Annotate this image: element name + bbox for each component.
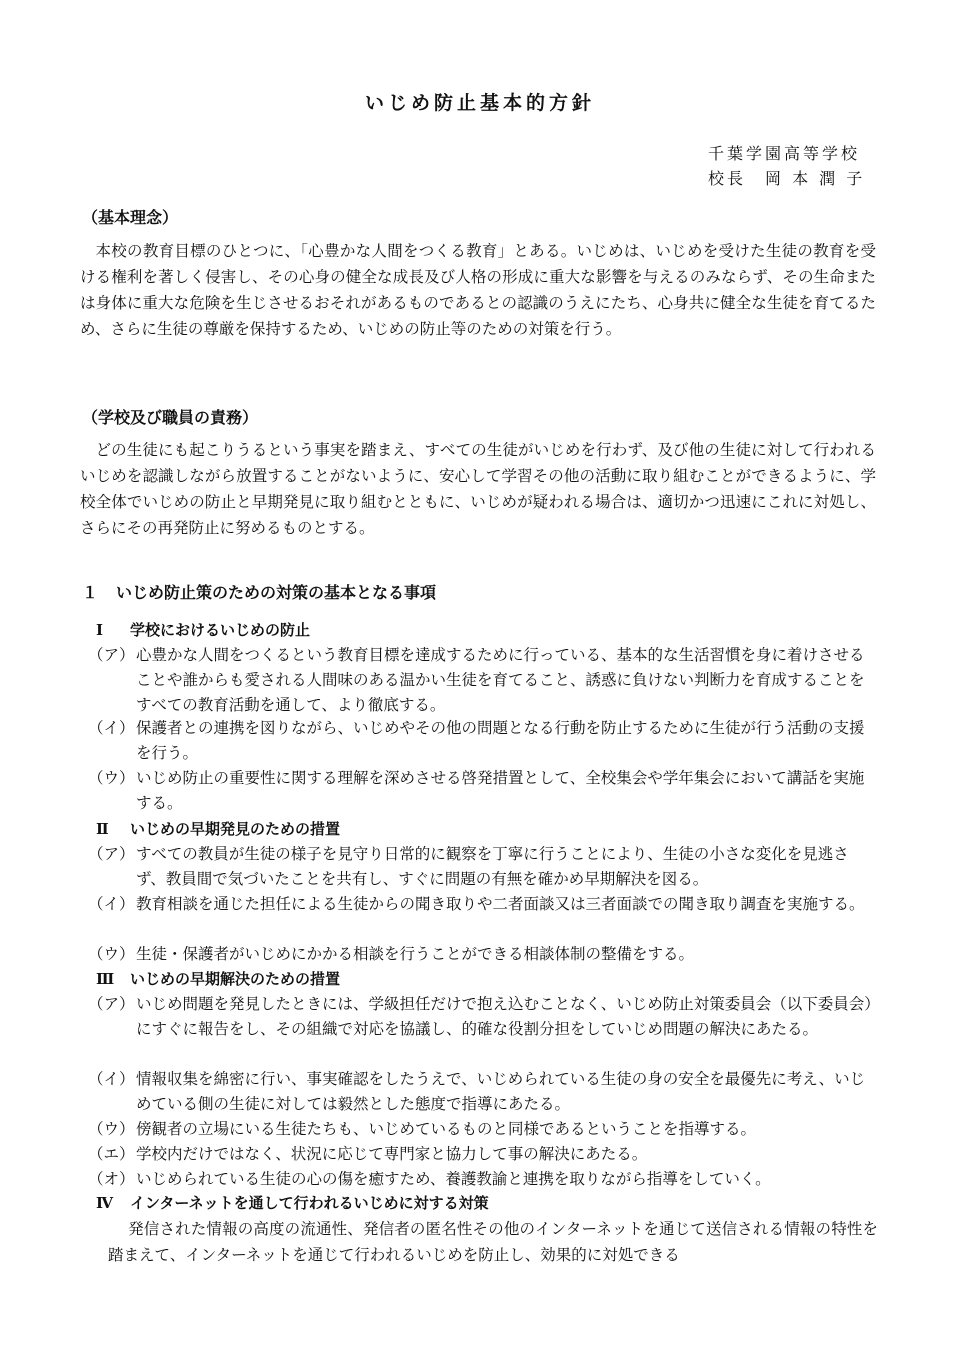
item-text: 心豊かな人間をつくるという教育目標を達成するために行っている、基本的な生活習慣を身に着けさせることや誰からも愛される人間味のある温かい生徒を育てること、誘惑に負けない判断力を育成することをすべての教育活動を通して、より徹底する。 (136, 646, 865, 714)
school-name: 千葉学園高等学校 (708, 144, 861, 163)
item-text: いじめ問題を発見したときには、学級担任だけで抱え込むことなく、いじめ防止対策委員会（以下委員会）にすぐに報告をし、その組織で対応を協議し、的確な役割分担をしていじめ問題の解決にあたる。 (136, 995, 872, 1038)
subsection-numeral: Ⅲ (96, 970, 115, 988)
item-text: 生徒・保護者がいじめにかかる相談を行うことができる相談体制の整備をする。 (136, 945, 695, 963)
item-text: すべての教員が生徒の様子を見守り日常的に観察を丁寧に行うことにより、生徒の小さな変化を見逃さず、教員間で気づいたことを共有し、すぐに問題の有無を確かめ早期解決を図る。 (136, 845, 849, 888)
item-marker: （ア） (88, 845, 135, 863)
subsection-1-heading (96, 619, 310, 640)
basic-philosophy-heading: （基本理念） (82, 208, 179, 227)
duty-heading: （学校及び職員の責務） (82, 408, 259, 427)
item-marker: （ウ） (88, 769, 135, 787)
section-1-heading (82, 580, 436, 603)
item-marker: （ア） (88, 646, 135, 664)
item-text: 保護者との連携を図りながら、いじめやその他の問題となる行動を防止するために生徒が行う活動の支援を行う。 (136, 719, 865, 762)
list-item (88, 992, 878, 1042)
principal-name: 校長 岡 本 潤 子 (708, 169, 866, 188)
item-marker: （オ） (88, 1170, 135, 1188)
list-item (88, 842, 878, 892)
duty-text: どの生徒にも起こりうるという事実を踏まえ、すべての生徒がいじめを行わず、及び他の生徒に対して行われるいじめを認識しながら放置することがないように、安心して学習その他の活動に取り組むことができるように、学校全体でいじめの防止と早期発見に取り組むとともに、いじめが疑われる場合は、適切かつ迅速にこれに対処し、さらにその再発防止に努めるものとする。 (80, 441, 876, 537)
list-item (88, 892, 878, 917)
subsection-numeral: Ⅰ (96, 621, 104, 639)
item-marker: （エ） (88, 1145, 135, 1163)
item-marker: （イ） (88, 719, 135, 737)
subsection-4-text: 発信された情報の高度の流通性、発信者の匿名性その他のインターネットを通じて送信される情報の特性を踏まえて、インターネットを通じて行われるいじめを防止し、効果的に対処できる (108, 1220, 878, 1264)
item-text: いじめ防止の重要性に関する理解を深めさせる啓発措置として、全校集会や学年集会において講話を実施する。 (136, 769, 865, 812)
item-text: 学校内だけではなく、状況に応じて専門家と協力して事の解決にあたる。 (136, 1145, 648, 1163)
subsection-numeral: Ⅳ (96, 1194, 114, 1212)
list-item (88, 1167, 878, 1192)
item-marker: （ウ） (88, 945, 135, 963)
item-marker: （ア） (88, 995, 135, 1013)
subsection-2-heading (96, 818, 340, 839)
item-marker: （イ） (88, 895, 135, 913)
list-item (88, 1067, 878, 1117)
subsection-3-heading (96, 968, 340, 989)
document-title: いじめ防止基本的方針 (364, 92, 595, 114)
subsection-numeral: Ⅱ (96, 820, 109, 838)
list-item (88, 1142, 878, 1167)
subsection-4-heading (96, 1192, 489, 1213)
section-1-number: １ (82, 583, 99, 602)
list-item (88, 942, 878, 967)
item-text: 教育相談を通じた担任による生徒からの聞き取りや二者面談又は三者面談での聞き取り調査を実施する。 (136, 895, 865, 913)
basic-philosophy-text: 本校の教育目標のひとつに、「心豊かな人間をつくる教育」とある。いじめは、いじめを受けた生徒の教育を受ける権利を著しく侵害し、その心身の健全な成長及び人格の形成に重大な影響を与えるのみならず、その生命または身体に重大な危険を生じさせるおそれがあるものであるとの認識のうえにたち、心身共に健全な生徒を育てるため、さらに生徒の尊厳を保持するため、いじめの防止等のための対策を行う。 (80, 242, 876, 338)
item-text: いじめられている生徒の心の傷を癒すため、養護教諭と連携を取りながら指導をしていく。 (136, 1170, 771, 1188)
item-text: 傍観者の立場にいる生徒たちも、いじめているものと同様であるということを指導する。 (136, 1120, 757, 1138)
item-text: 情報収集を綿密に行い、事実確認をしたうえで、いじめられている生徒の身の安全を最優先に考え、いじめている側の生徒に対しては毅然とした態度で指導にあたる。 (136, 1070, 866, 1113)
item-marker: （イ） (88, 1070, 135, 1088)
subsection-title: いじめの早期発見のための措置 (130, 820, 341, 838)
list-item (88, 716, 878, 766)
subsection-title: インターネットを通して行われるいじめに対する対策 (130, 1194, 489, 1212)
section-1-title: いじめ防止策のための対策の基本となる事項 (116, 583, 437, 602)
list-item (88, 643, 878, 718)
list-item (88, 1117, 878, 1142)
list-item (88, 766, 878, 816)
subsection-title: いじめの早期解決のための措置 (130, 970, 341, 988)
item-marker: （ウ） (88, 1120, 135, 1138)
subsection-title: 学校におけるいじめの防止 (130, 621, 311, 639)
